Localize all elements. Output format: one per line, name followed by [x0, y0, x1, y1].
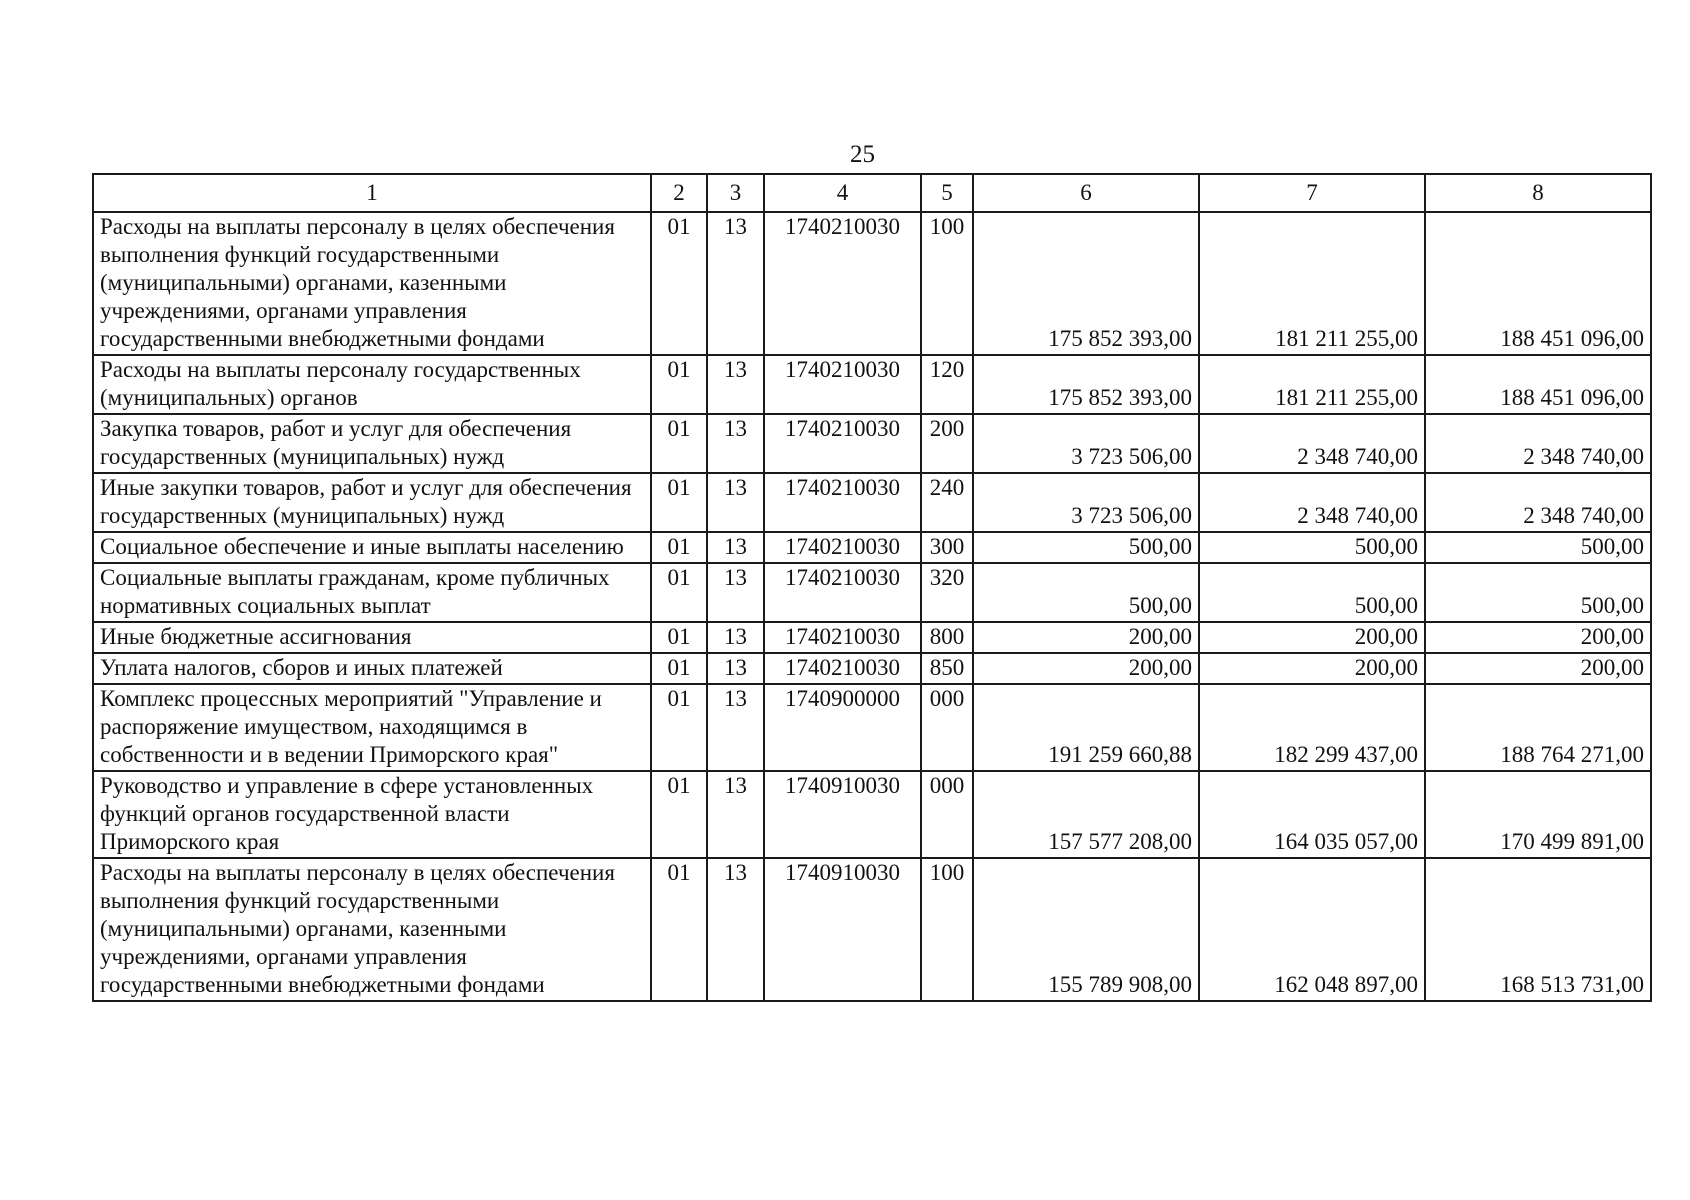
subsection-code-cell: 13: [707, 473, 764, 532]
target-article-cell: 1740910030: [764, 771, 921, 858]
subsection-code-cell: 13: [707, 653, 764, 684]
section-code-cell: 01: [651, 532, 707, 563]
amount-col8-cell: 2 348 740,00: [1425, 473, 1651, 532]
target-article-cell: 1740210030: [764, 473, 921, 532]
amount-col8-cell: 170 499 891,00: [1425, 771, 1651, 858]
amount-col7-cell: 162 048 897,00: [1199, 858, 1425, 1001]
section-code-cell: 01: [651, 684, 707, 771]
amount-col8-cell: 168 513 731,00: [1425, 858, 1651, 1001]
table-header-row: [93, 174, 1651, 212]
subsection-code-cell: 13: [707, 563, 764, 622]
amount-col8-cell: 188 764 271,00: [1425, 684, 1651, 771]
target-article-cell: 1740210030: [764, 355, 921, 414]
subsection-code-cell: 13: [707, 858, 764, 1001]
header-cell: 7: [1199, 174, 1425, 212]
amount-col8-cell: 500,00: [1425, 532, 1651, 563]
table-row: [93, 563, 1651, 622]
amount-col7-cell: 500,00: [1199, 563, 1425, 622]
expense-type-cell: 100: [921, 212, 973, 355]
row-name-cell: Иные закупки товаров, работ и услуг для обеспечения государственных (муниципальных) нужд: [93, 473, 651, 532]
amount-col8-cell: 188 451 096,00: [1425, 355, 1651, 414]
amount-col7-cell: 181 211 255,00: [1199, 212, 1425, 355]
expense-type-cell: 300: [921, 532, 973, 563]
expense-type-cell: 850: [921, 653, 973, 684]
table-row: [93, 653, 1651, 684]
section-code-cell: 01: [651, 414, 707, 473]
row-name-cell: Социальные выплаты гражданам, кроме публичных нормативных социальных выплат: [93, 563, 651, 622]
expense-type-cell: 000: [921, 771, 973, 858]
header-cell: 2: [651, 174, 707, 212]
section-code-cell: 01: [651, 771, 707, 858]
section-code-cell: 01: [651, 563, 707, 622]
table-row: [93, 355, 1651, 414]
section-code-cell: 01: [651, 622, 707, 653]
row-name-cell: Руководство и управление в сфере установленных функций органов государственной власти Приморского края: [93, 771, 651, 858]
table-row: [93, 532, 1651, 563]
amount-col6-cell: 155 789 908,00: [973, 858, 1199, 1001]
amount-col6-cell: 500,00: [973, 532, 1199, 563]
row-name-cell: Социальное обеспечение и иные выплаты населению: [93, 532, 651, 563]
row-name-cell: Расходы на выплаты персоналу в целях обеспечения выполнения функций государственными (муниципальными) органами, казенными учреждениями, органами управления государственными внебюджетными фондами: [93, 212, 651, 355]
row-name-cell: Закупка товаров, работ и услуг для обеспечения государственных (муниципальных) нужд: [93, 414, 651, 473]
amount-col7-cell: 500,00: [1199, 532, 1425, 563]
section-code-cell: 01: [651, 858, 707, 1001]
target-article-cell: 1740210030: [764, 212, 921, 355]
table-row: [93, 414, 1651, 473]
target-article-cell: 1740210030: [764, 622, 921, 653]
amount-col7-cell: 182 299 437,00: [1199, 684, 1425, 771]
section-code-cell: 01: [651, 355, 707, 414]
expense-type-cell: 240: [921, 473, 973, 532]
amount-col6-cell: 200,00: [973, 653, 1199, 684]
subsection-code-cell: 13: [707, 355, 764, 414]
subsection-code-cell: 13: [707, 414, 764, 473]
header-cell: 4: [764, 174, 921, 212]
amount-col6-cell: 175 852 393,00: [973, 355, 1199, 414]
header-cell: 5: [921, 174, 973, 212]
row-name-cell: Иные бюджетные ассигнования: [93, 622, 651, 653]
header-cell: 1: [93, 174, 651, 212]
row-name-cell: Расходы на выплаты персоналу государственных (муниципальных) органов: [93, 355, 651, 414]
expense-type-cell: 100: [921, 858, 973, 1001]
amount-col7-cell: 181 211 255,00: [1199, 355, 1425, 414]
row-name-cell: Уплата налогов, сборов и иных платежей: [93, 653, 651, 684]
subsection-code-cell: 13: [707, 212, 764, 355]
amount-col8-cell: 2 348 740,00: [1425, 414, 1651, 473]
target-article-cell: 1740210030: [764, 563, 921, 622]
amount-col6-cell: 200,00: [973, 622, 1199, 653]
subsection-code-cell: 13: [707, 684, 764, 771]
target-article-cell: 1740210030: [764, 653, 921, 684]
row-name-cell: Комплекс процессных мероприятий "Управление и распоряжение имуществом, находящимся в собственности и в ведении Приморского края": [93, 684, 651, 771]
amount-col6-cell: 157 577 208,00: [973, 771, 1199, 858]
budget-table: [92, 173, 1652, 1002]
table-row: [93, 771, 1651, 858]
amount-col7-cell: 2 348 740,00: [1199, 414, 1425, 473]
expense-type-cell: 800: [921, 622, 973, 653]
table-row: [93, 473, 1651, 532]
subsection-code-cell: 13: [707, 532, 764, 563]
amount-col8-cell: 200,00: [1425, 653, 1651, 684]
section-code-cell: 01: [651, 473, 707, 532]
subsection-code-cell: 13: [707, 622, 764, 653]
header-cell: 8: [1425, 174, 1651, 212]
expense-type-cell: 200: [921, 414, 973, 473]
expense-type-cell: 320: [921, 563, 973, 622]
table-row: [93, 858, 1651, 1001]
target-article-cell: 1740900000: [764, 684, 921, 771]
amount-col7-cell: 164 035 057,00: [1199, 771, 1425, 858]
table-row: [93, 684, 1651, 771]
amount-col8-cell: 500,00: [1425, 563, 1651, 622]
target-article-cell: 1740910030: [764, 858, 921, 1001]
amount-col8-cell: 188 451 096,00: [1425, 212, 1651, 355]
page-number: 25: [850, 141, 875, 168]
table-row: [93, 212, 1651, 355]
amount-col7-cell: 200,00: [1199, 653, 1425, 684]
amount-col6-cell: 191 259 660,88: [973, 684, 1199, 771]
expense-type-cell: 120: [921, 355, 973, 414]
subsection-code-cell: 13: [707, 771, 764, 858]
table-row: [93, 622, 1651, 653]
section-code-cell: 01: [651, 212, 707, 355]
target-article-cell: 1740210030: [764, 414, 921, 473]
header-cell: 3: [707, 174, 764, 212]
expense-type-cell: 000: [921, 684, 973, 771]
amount-col6-cell: 3 723 506,00: [973, 473, 1199, 532]
amount-col8-cell: 200,00: [1425, 622, 1651, 653]
amount-col6-cell: 175 852 393,00: [973, 212, 1199, 355]
row-name-cell: Расходы на выплаты персоналу в целях обеспечения выполнения функций государственными (муниципальными) органами, казенными учреждениями, органами управления государственными внебюджетными фондами: [93, 858, 651, 1001]
amount-col7-cell: 2 348 740,00: [1199, 473, 1425, 532]
target-article-cell: 1740210030: [764, 532, 921, 563]
amount-col7-cell: 200,00: [1199, 622, 1425, 653]
header-cell: 6: [973, 174, 1199, 212]
amount-col6-cell: 500,00: [973, 563, 1199, 622]
section-code-cell: 01: [651, 653, 707, 684]
amount-col6-cell: 3 723 506,00: [973, 414, 1199, 473]
